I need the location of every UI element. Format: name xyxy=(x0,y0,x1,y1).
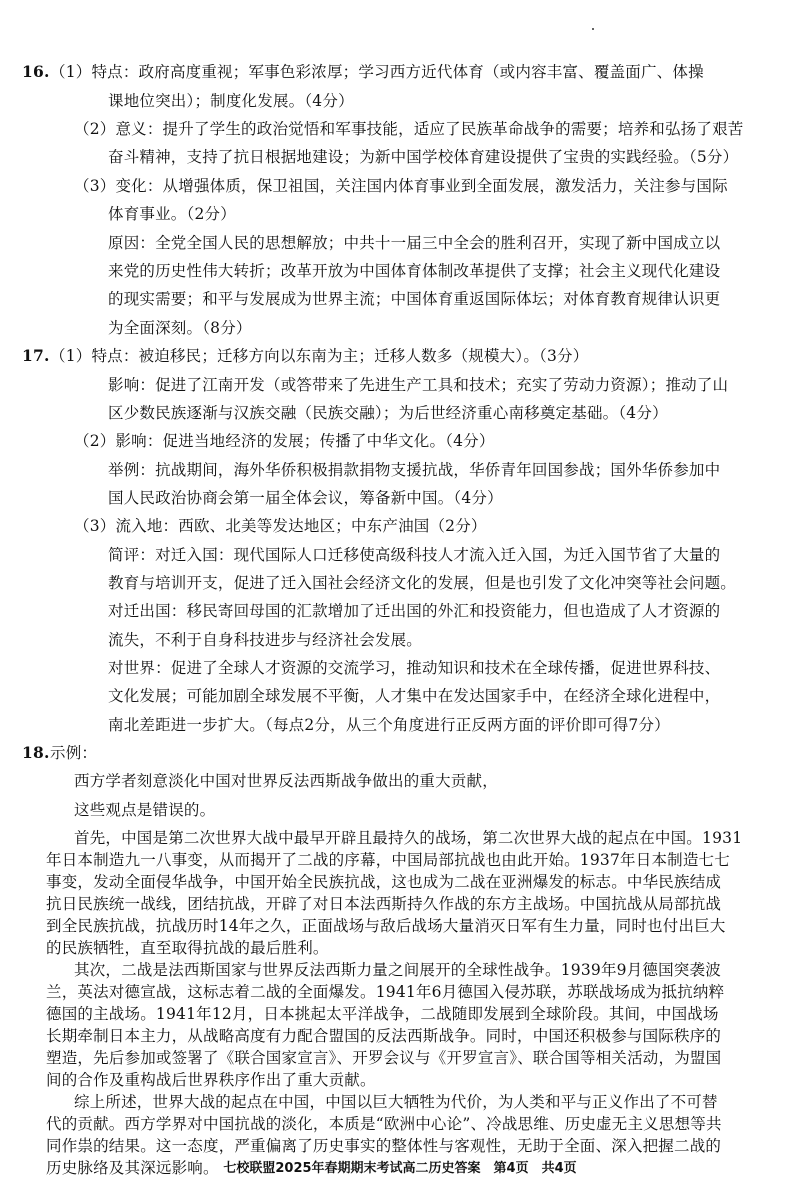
q18-para2-line6: 间的合作及重构战后世界秩序作出了重大贡献。 xyxy=(46,1071,376,1089)
q16-number: 16. xyxy=(22,62,50,81)
q17-part3-line8: 南北差距进一步扩大。（每点2分，从三个角度进行正反两方面的评价即可得7分） xyxy=(108,716,670,734)
q18-para3-line3: 同作祟的结果。这一态度，严重偏离了历史事实的整体性与客观性，无助于全面、深入把握二战的 xyxy=(46,1137,722,1155)
q16-part3-line1: （3）变化：从增强体质，保卫祖国，关注国内体育事业到全面发展，激发活力，关注参与国际 xyxy=(74,177,728,195)
q18-thesis-line1: 西方学者刻意淡化中国对世界反法西斯战争做出的重大贡献， xyxy=(74,772,498,790)
q17-part3-line3: 教育与培训开支，促进了迁入国社会经济文化的发展，但是也引发了文化冲突等社会问题。 xyxy=(108,574,737,592)
q18-para2-line1: 其次，二战是法西斯国家与世界反法西斯力量之间展开的全球性战争。1939年9月德国突袭波 xyxy=(74,961,721,979)
q18-para2-line2: 兰，英法对德宣战，这标志着二战的全面爆发。1941年6月德国入侵苏联，苏联战场成为抵抗纳粹 xyxy=(46,983,725,1001)
q18-para2-line3: 德国的主战场。1941年12月，日本挑起太平洋战争，二战随即发展到全球阶段。其间，中国战场 xyxy=(46,1005,719,1023)
q17-part3-line4: 对迁出国：移民寄回母国的汇款增加了迁出国的外汇和投资能力，但也造成了人才资源的 xyxy=(108,602,721,620)
q17-part3-line5: 流失，不利于自身科技进步与经济社会发展。 xyxy=(108,631,423,649)
q16-part3-line5: 的现实需要；和平与发展成为世界主流；中国体育重返国际体坛；对体育教育规律认识更 xyxy=(108,290,721,308)
q18-para2-line4: 长期牵制日本主力，从战略高度有力配合盟国的反法西斯战争。同时，中国还积极参与国际秩序的 xyxy=(46,1027,722,1045)
q16-part3-line6: 为全面深刻。（8分） xyxy=(108,319,252,337)
q18-para1-line4: 抗日民族统一战线，团结抗战，开辟了对日本法西斯持久作战的东方主战场。中国抗战从局部抗战 xyxy=(46,895,722,913)
q18-para1-line5: 到全民族抗战，抗战历时14年之久，正面战场与敌后战场大量消灭日军有生力量，同时也付出巨大 xyxy=(46,917,726,935)
page-footer: 七校联盟2025年春期期末考试高二历史答案 第4页 共4页 xyxy=(223,1161,577,1176)
q17-number: 17. xyxy=(22,346,50,365)
q18-para1-line1: 首先，中国是第二次世界大战中最早开辟且最持久的战场，第二次世界大战的起点在中国。1931 xyxy=(74,829,743,847)
q16-part3-line3: 原因：全党全国人民的思想解放；中共十一届三中全会的胜利召开，实现了新中国成立以 xyxy=(108,234,721,252)
q16-part1-line2: 课地位突出）；制度化发展。（4分） xyxy=(108,92,354,110)
q18-para1-line3: 事变，发动全面侵华战争，中国开始全民族抗战，这也成为二战在亚洲爆发的标志。中华民族结成 xyxy=(46,873,722,891)
q17-part3-line6: 对世界：促进了全球人才资源的交流学习，推动知识和技术在全球传播，促进世界科技、 xyxy=(108,659,721,677)
q17-part1-line1: （1）特点：被迫移民；迁移方向以东南为主；迁移人数多（规模大）。（3分） xyxy=(50,347,589,365)
q17-part2-line2: 举例：抗战期间，海外华侨积极捐款捐物支援抗战，华侨青年回国参战；国外华侨参加中 xyxy=(108,461,721,479)
q16-part2-line2: 奋斗精神，支持了抗日根据地建设；为新中国学校体育建设提供了宝贵的实践经验。（5分） xyxy=(108,148,739,166)
q16-part1-line1: （1）特点：政府高度重视；军事色彩浓厚；学习西方近代体育（或内容丰富、覆盖面广、体操 xyxy=(50,63,704,81)
q18-para3-line2: 代的贡献。西方学界对中国抗战的淡化，本质是“欧洲中心论”、冷战思维、历史虚无主义思想等共 xyxy=(46,1115,722,1133)
q17-part1-line2: 影响：促进了江南开发（或答带来了先进生产工具和技术；充实了劳动力资源）；推动了山 xyxy=(108,376,729,394)
q17-part3-line2: 简评：对迁入国：现代国际人口迁移使高级科技人才流入迁入国，为迁入国节省了大量的 xyxy=(108,546,721,564)
q18-thesis-line2: 这些观点是错误的。 xyxy=(74,801,216,819)
q18-number: 18. xyxy=(22,743,50,762)
q17-part2-line3: 国人民政治协商会第一届全体会议，筹备新中国。（4分） xyxy=(108,489,503,507)
q18-para3-line4: 历史脉络及其深远影响。 xyxy=(46,1159,219,1177)
q18-para2-line5: 塑造，先后参加或签署了《联合国家宣言》、开罗会议与《开罗宣言》、联合国等相关活动，为盟国 xyxy=(46,1049,722,1067)
q17-part3-line7: 文化发展；可能加剧全球发展不平衡，人才集中在发达国家手中，在经济全球化进程中， xyxy=(108,687,721,705)
q17-part2-line1: （2）影响：促进当地经济的发展；传播了中华文化。（4分） xyxy=(74,432,495,450)
q18-para1-line6: 的民族牺牲，直至取得抗战的最后胜利。 xyxy=(46,939,329,957)
q16-part2-line1: （2）意义：提升了学生的政治觉悟和军事技能，适应了民族革命战争的需要；培养和弘扬了艰苦 xyxy=(74,120,744,138)
q17-part1-line3: 区少数民族逐渐与汉族交融（民族交融）；为后世经济重心南移奠定基础。（4分） xyxy=(108,404,668,422)
scan-dot xyxy=(592,28,594,30)
q17-part3-line1: （3）流入地：西欧、北美等发达地区；中东产油国（2分） xyxy=(74,517,487,535)
q18-label: 示例： xyxy=(50,744,98,762)
q16-part3-line4: 来党的历史性伟大转折；改革开放为中国体育体制改革提供了支撑；社会主义现代化建设 xyxy=(108,262,721,280)
q18-para3-line1: 综上所述，世界大战的起点在中国，中国以巨大牺牲为代价，为人类和平与正义作出了不可替 xyxy=(74,1093,718,1111)
q16-part3-line2: 体育事业。（2分） xyxy=(108,205,236,223)
q18-para1-line2: 年日本制造九一八事变，从而揭开了二战的序幕，中国局部抗战也由此开始。1937年日本制造七七 xyxy=(46,851,730,869)
